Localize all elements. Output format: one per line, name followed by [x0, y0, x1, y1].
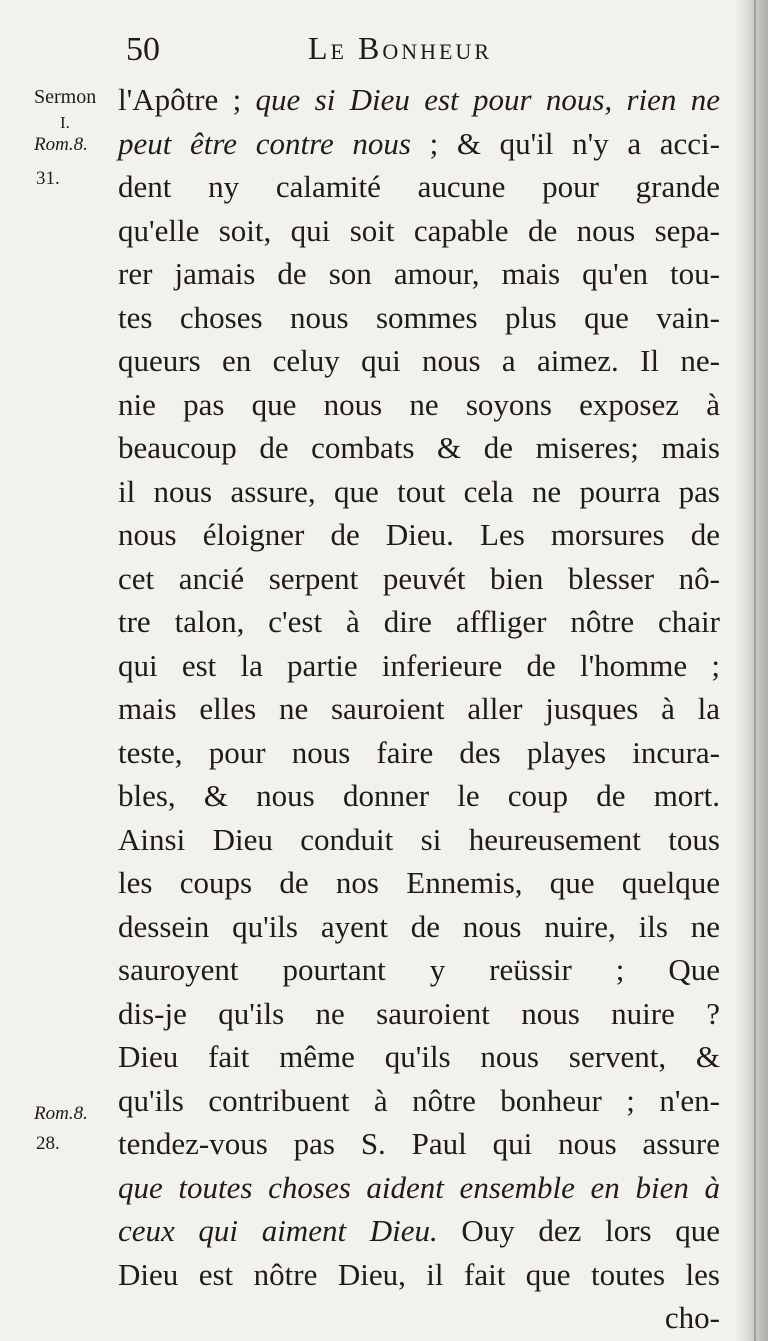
text-line	[118, 339, 720, 383]
text-line	[118, 557, 720, 601]
text-line	[118, 1296, 720, 1340]
italic-quote: que toutes choses aident ensemble en bien à	[118, 1169, 720, 1205]
text-segment: bles, & nous donner le coup de mort.	[118, 778, 720, 813]
page-header	[118, 26, 638, 76]
text-line	[118, 948, 720, 992]
text-segment: dis-je qu'ils ne sauroient nous nuire ?	[118, 995, 720, 1031]
text-line	[118, 905, 720, 949]
text-line	[118, 426, 720, 470]
text-line	[118, 687, 720, 731]
text-line	[118, 165, 720, 209]
text-segment: Ouy dez lors que	[437, 1213, 720, 1248]
text-line	[118, 818, 720, 862]
text-segment: sauroyent pourtant y reüssir ; Que	[118, 952, 720, 987]
text-segment: Dieu fait même qu'ils nous servent, &	[118, 1039, 720, 1074]
text-line	[118, 383, 720, 427]
text-segment: cet ancié serpent peuvét bien blesser nô-	[118, 560, 720, 596]
text-line	[118, 774, 720, 818]
text-line	[118, 252, 720, 296]
italic-quote: que si Dieu est pour nous, rien ne	[255, 82, 720, 117]
text-line	[118, 513, 720, 557]
text-line	[118, 600, 720, 644]
italic-quote: ceux qui aiment Dieu.	[118, 1213, 438, 1248]
text-segment: nie pas que nous ne soyons exposez à	[118, 386, 720, 422]
text-line	[118, 992, 720, 1036]
body-text	[118, 78, 720, 1340]
text-segment: tes choses nous sommes plus que vain-	[118, 299, 720, 335]
text-line	[118, 296, 720, 340]
text-segment: l'Apôtre ;	[118, 82, 256, 117]
margin-note-sermon-number: I.	[60, 113, 70, 132]
margin-note-verse: 31.	[36, 168, 60, 189]
text-segment: cho-	[664, 1300, 720, 1335]
text-line	[118, 78, 720, 122]
text-segment: qui est la partie inferieure de l'homme ;	[118, 647, 720, 683]
text-segment: qu'elle soit, qui soit capable de nous sepa-	[118, 212, 720, 248]
text-line	[118, 122, 720, 166]
text-line	[118, 731, 720, 775]
text-line	[118, 1253, 720, 1297]
margin-note-verse: 28.	[36, 1133, 60, 1154]
text-segment: il nous assure, que tout cela ne pourra pas	[118, 473, 720, 509]
text-line	[118, 209, 720, 253]
text-segment: dent ny calamité aucune pour grande	[118, 169, 720, 204]
text-segment: beaucoup de combats & de miseres; mais	[118, 430, 720, 465]
text-segment: queurs en celuy qui nous a aimez. Il ne-	[118, 343, 720, 378]
text-segment: dessein qu'ils ayent de nous nuire, ils ne	[118, 908, 720, 944]
text-segment: rer jamais de son amour, mais qu'en tou-	[118, 256, 720, 291]
italic-quote: peut être contre nous	[118, 125, 411, 161]
text-segment: teste, pour nous faire des playes incura-	[118, 734, 720, 770]
text-segment: Dieu est nôtre Dieu, il fait que toutes les	[118, 1256, 720, 1292]
text-line	[118, 1209, 720, 1253]
text-segment: tendez-vous pas S. Paul qui nous assure	[118, 1126, 720, 1161]
text-line	[118, 644, 720, 688]
text-segment: les coups de nos Ennemis, que quelque	[118, 865, 720, 900]
text-segment: tre talon, c'est à dire affliger nôtre chair	[118, 604, 720, 639]
text-line	[118, 861, 720, 905]
page-edge-shadow	[734, 0, 768, 1341]
margin-note-reference: Rom.8.	[34, 134, 88, 155]
text-segment: qu'ils contribuent à nôtre bonheur ; n'en-	[118, 1082, 720, 1118]
binding-edge-line	[754, 0, 756, 1341]
text-line	[118, 1035, 720, 1079]
text-segment: Ainsi Dieu conduit si heureusement tous	[118, 821, 720, 857]
text-segment: nous éloigner de Dieu. Les morsures de	[118, 517, 720, 552]
running-title: Le Bonheur	[308, 30, 492, 66]
text-line	[118, 470, 720, 514]
text-line	[118, 1122, 720, 1166]
text-line	[118, 1079, 720, 1123]
text-line	[118, 1166, 720, 1210]
text-segment: ; & qu'il n'y a acci-	[410, 125, 720, 161]
page-number: 50	[126, 31, 160, 68]
text-segment: mais elles ne sauroient aller jusques à la	[118, 691, 720, 726]
margin-note-sermon: Sermon	[34, 86, 97, 108]
margin-note-reference: Rom.8.	[34, 1103, 88, 1124]
